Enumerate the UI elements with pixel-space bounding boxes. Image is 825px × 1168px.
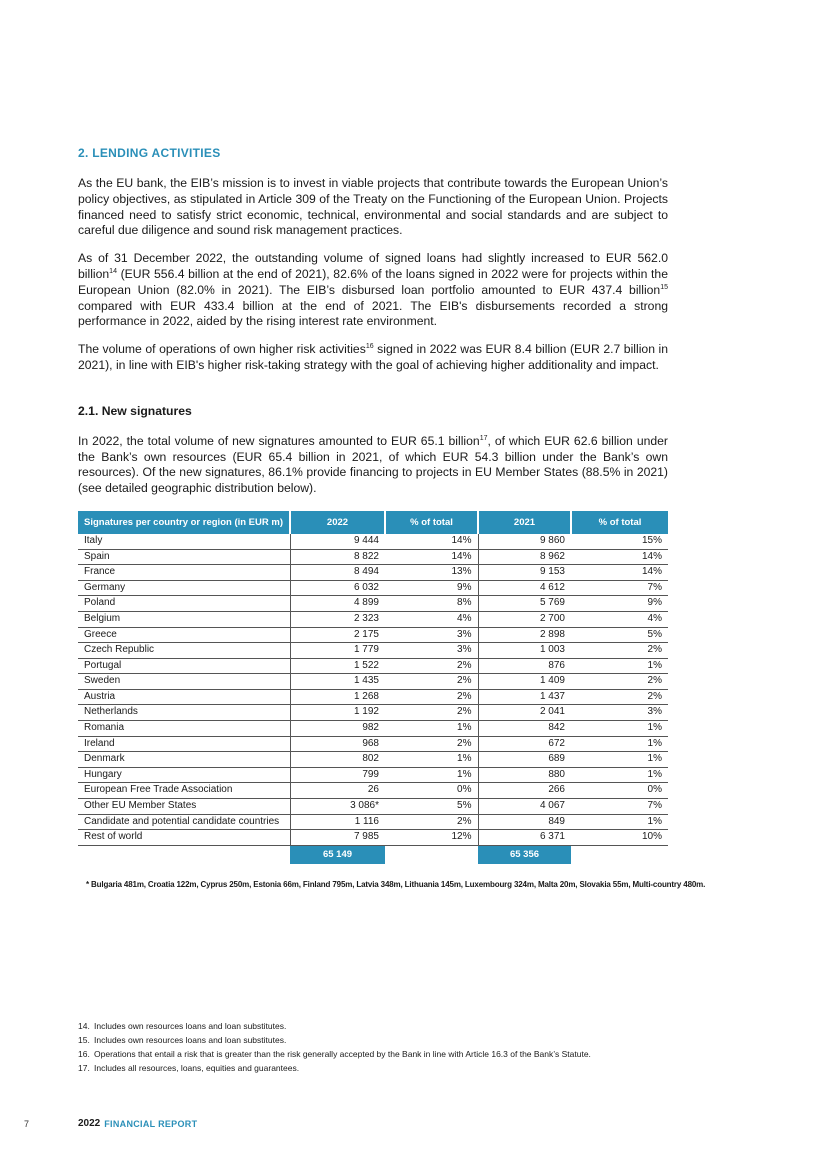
cell-pct-2021: 14% xyxy=(571,549,668,565)
cell-pct-2022: 2% xyxy=(385,658,478,674)
cell-country: Austria xyxy=(78,689,290,705)
cell-pct-2021: 15% xyxy=(571,534,668,549)
paragraph-mission: As the EU bank, the EIB’s mission is to invest in viable projects that contribute towards the European Union’s policy objectives, as stipulated in Article 309 of the Treaty on the Functioning of the European Union. Projects financed need to satisfy strict economic, technical, environmental and social standards and are subject to careful due diligence and sound risk management practices. xyxy=(78,176,668,238)
cell-pct-2022: 5% xyxy=(385,799,478,815)
footnote-text: Includes own resources loans and loan substitutes. xyxy=(94,1021,287,1031)
footnote-ref-15[interactable]: 15 xyxy=(660,283,668,291)
cell-pct-2022: 1% xyxy=(385,752,478,768)
footnote-number: 14. xyxy=(78,1021,90,1031)
footnote-ref-14[interactable]: 14 xyxy=(109,267,117,275)
page-footer xyxy=(24,1118,197,1129)
footnote-item xyxy=(78,1019,678,1033)
cell-pct-2022: 2% xyxy=(385,705,478,721)
cell-pct-2022: 2% xyxy=(385,736,478,752)
header-2022: 2022 xyxy=(290,511,385,534)
footnote-ref-16[interactable]: 16 xyxy=(365,343,374,351)
cell-2022: 8 822 xyxy=(290,549,385,565)
header-pct-2021: % of total xyxy=(571,511,668,534)
cell-2022: 1 435 xyxy=(290,674,385,690)
footnote-number: 17. xyxy=(78,1063,90,1073)
cell-pct-2022: 12% xyxy=(385,830,478,846)
cell-2022: 2 175 xyxy=(290,627,385,643)
cell-pct-2022: 4% xyxy=(385,611,478,627)
cell-country: Other EU Member States xyxy=(78,799,290,815)
cell-2022: 1 192 xyxy=(290,705,385,721)
footnote-item xyxy=(78,1033,678,1047)
cell-pct-2021: 9% xyxy=(571,596,668,612)
cell-pct-2021: 0% xyxy=(571,783,668,799)
cell-country: France xyxy=(78,565,290,581)
table-total-row xyxy=(78,845,668,864)
table-row xyxy=(78,565,668,581)
table-row xyxy=(78,752,668,768)
cell-country: Czech Republic xyxy=(78,643,290,659)
cell-2022: 3 086* xyxy=(290,799,385,815)
cell-pct-2022: 2% xyxy=(385,814,478,830)
cell-2022: 802 xyxy=(290,752,385,768)
cell-country: Denmark xyxy=(78,752,290,768)
cell-2021: 266 xyxy=(478,783,571,799)
report-year: 2022 xyxy=(78,1118,101,1129)
table-row xyxy=(78,736,668,752)
cell-2021: 672 xyxy=(478,736,571,752)
footnote-text: Includes own resources loans and loan substitutes. xyxy=(94,1035,287,1045)
cell-pct-2021: 7% xyxy=(571,799,668,815)
cell-pct-2021: 1% xyxy=(571,658,668,674)
cell-2022: 1 116 xyxy=(290,814,385,830)
cell-pct-2021: 1% xyxy=(571,736,668,752)
table-row xyxy=(78,799,668,815)
cell-country: Greece xyxy=(78,627,290,643)
total-2021: 65 356 xyxy=(478,845,571,864)
cell-country: Portugal xyxy=(78,658,290,674)
paragraph-higher-risk: The volume of operations of own higher risk activities$^{16}$ signed in 2022 was EUR 8.4 billion (EUR 2.7 billion in 2021), in line with EIB's higher risk-taking strategy with the goal of achieving higher additionality and impact. xyxy=(78,342,669,372)
cell-2022: 1 522 xyxy=(290,658,385,674)
table-row xyxy=(78,596,668,612)
cell-country: Germany xyxy=(78,580,290,596)
table-row xyxy=(78,549,668,565)
cell-pct-2021: 14% xyxy=(571,565,668,581)
paragraph-new-signatures: In 2022, the total volume of new signatures amounted to EUR 65.1 billion$^{17}$, of which EUR 62.6 billion under the Bank’s own resources (EUR 65.4 billion in 2021, of which EUR 54.3 billion under the Bank’s own resources). Of the new signatures, 86.1% provide financing to projects in EU Member States (88.5% in 2021) (see detailed geographic distribution below). xyxy=(78,433,668,496)
table-row xyxy=(78,705,668,721)
page-number: 7 xyxy=(24,1118,30,1129)
total-2022: 65 149 xyxy=(290,845,385,864)
header-pct-2022: % of total xyxy=(385,511,478,534)
cell-2021: 849 xyxy=(478,814,571,830)
footnote-text: Operations that entail a risk that is greater than the risk generally accepted by the Bank in line with Article 16.3 of the Bank’s Statute. xyxy=(94,1049,591,1059)
table-header-row xyxy=(78,511,668,534)
footnote-number: 16. xyxy=(78,1049,90,1059)
table-row xyxy=(78,830,668,846)
cell-2022: 8 494 xyxy=(290,565,385,581)
cell-country: Romania xyxy=(78,721,290,737)
footnotes xyxy=(78,1019,678,1075)
cell-2021: 876 xyxy=(478,658,571,674)
paragraph-outstanding-loans: As of 31 December 2022, the outstanding volume of signed loans had slightly increased to EUR 562.0 billion$^{14}$ (EUR 556.4 billion at the end of 2021), 82.6% of the loans signed in 2022 were for projects within the European Union (82.0% in 2021). The EIB’s disbursed loan portfolio amounted to EUR 437.4 billion$^{15}$ compared with EUR 433.4 billion at the end of 2021. The EIB's disbursements recorded a strong performance in 2022, aided by the rising interest rate environment. xyxy=(78,251,668,329)
cell-2022: 9 444 xyxy=(290,534,385,549)
cell-2021: 689 xyxy=(478,752,571,768)
cell-2021: 9 860 xyxy=(478,534,571,549)
cell-pct-2021: 3% xyxy=(571,705,668,721)
signatures-table xyxy=(78,511,668,864)
cell-pct-2022: 0% xyxy=(385,783,478,799)
table-row xyxy=(78,674,668,690)
section-heading xyxy=(78,146,668,160)
cell-2022: 968 xyxy=(290,736,385,752)
cell-pct-2021: 1% xyxy=(571,721,668,737)
header-country: Signatures per country or region (in EUR m) xyxy=(78,511,290,534)
cell-pct-2022: 3% xyxy=(385,627,478,643)
table-row xyxy=(78,534,668,549)
footnote-item xyxy=(78,1061,678,1075)
cell-2021: 8 962 xyxy=(478,549,571,565)
cell-pct-2022: 14% xyxy=(385,534,478,549)
cell-country: Rest of world xyxy=(78,830,290,846)
cell-2021: 4 067 xyxy=(478,799,571,815)
table-row xyxy=(78,627,668,643)
table-row xyxy=(78,721,668,737)
cell-2021: 2 898 xyxy=(478,627,571,643)
cell-2021: 2 041 xyxy=(478,705,571,721)
cell-2022: 1 779 xyxy=(290,643,385,659)
cell-pct-2022: 14% xyxy=(385,549,478,565)
table-row xyxy=(78,643,668,659)
table-note: * Bulgaria 481m, Croatia 122m, Cyprus 250m, Estonia 66m, Finland 795m, Latvia 348m, Lithuania 145m, Luxembourg 324m, Malta 20m, Slovakia 55m, Multi-country 480m. xyxy=(86,879,706,889)
table-body xyxy=(78,534,668,845)
cell-country: Spain xyxy=(78,549,290,565)
cell-pct-2022: 2% xyxy=(385,674,478,690)
cell-2022: 4 899 xyxy=(290,596,385,612)
cell-2021: 1 003 xyxy=(478,643,571,659)
table-row xyxy=(78,611,668,627)
cell-pct-2021: 10% xyxy=(571,830,668,846)
cell-2021: 6 371 xyxy=(478,830,571,846)
cell-pct-2021: 1% xyxy=(571,767,668,783)
cell-country: Netherlands xyxy=(78,705,290,721)
cell-pct-2021: 1% xyxy=(571,814,668,830)
footnote-ref-17[interactable]: 17 xyxy=(479,434,488,442)
table-row xyxy=(78,783,668,799)
cell-country: Poland xyxy=(78,596,290,612)
cell-country: European Free Trade Association xyxy=(78,783,290,799)
section-number: 2. xyxy=(78,146,89,160)
cell-pct-2022: 1% xyxy=(385,721,478,737)
report-title: FINANCIAL REPORT xyxy=(104,1118,198,1129)
table-row xyxy=(78,658,668,674)
cell-2022: 6 032 xyxy=(290,580,385,596)
footnote-number: 15. xyxy=(78,1035,90,1045)
cell-2022: 7 985 xyxy=(290,830,385,846)
table-row xyxy=(78,814,668,830)
cell-country: Sweden xyxy=(78,674,290,690)
cell-pct-2022: 2% xyxy=(385,689,478,705)
cell-2022: 26 xyxy=(290,783,385,799)
section-title: LENDING ACTIVITIES xyxy=(92,146,221,160)
cell-2022: 1 268 xyxy=(290,689,385,705)
cell-2021: 1 409 xyxy=(478,674,571,690)
cell-pct-2021: 4% xyxy=(571,611,668,627)
table-row xyxy=(78,689,668,705)
cell-2021: 2 700 xyxy=(478,611,571,627)
cell-pct-2021: 2% xyxy=(571,643,668,659)
cell-2022: 799 xyxy=(290,767,385,783)
subsection-heading: 2.1. New signatures xyxy=(78,403,192,418)
main-content xyxy=(78,146,706,889)
cell-2021: 842 xyxy=(478,721,571,737)
cell-2022: 982 xyxy=(290,721,385,737)
cell-2021: 4 612 xyxy=(478,580,571,596)
cell-country: Italy xyxy=(78,534,290,549)
cell-pct-2021: 2% xyxy=(571,674,668,690)
cell-pct-2022: 13% xyxy=(385,565,478,581)
cell-pct-2022: 1% xyxy=(385,767,478,783)
cell-country: Ireland xyxy=(78,736,290,752)
cell-pct-2022: 8% xyxy=(385,596,478,612)
table-row xyxy=(78,580,668,596)
cell-pct-2021: 1% xyxy=(571,752,668,768)
cell-pct-2022: 3% xyxy=(385,643,478,659)
footnote-item xyxy=(78,1047,678,1061)
cell-2021: 9 153 xyxy=(478,565,571,581)
header-2021: 2021 xyxy=(478,511,571,534)
cell-pct-2021: 5% xyxy=(571,627,668,643)
cell-2021: 1 437 xyxy=(478,689,571,705)
cell-pct-2021: 7% xyxy=(571,580,668,596)
cell-2021: 880 xyxy=(478,767,571,783)
cell-2021: 5 769 xyxy=(478,596,571,612)
cell-country: Hungary xyxy=(78,767,290,783)
table-row xyxy=(78,767,668,783)
cell-pct-2021: 2% xyxy=(571,689,668,705)
cell-country: Belgium xyxy=(78,611,290,627)
cell-2022: 2 323 xyxy=(290,611,385,627)
cell-country: Candidate and potential candidate countries xyxy=(78,814,290,830)
cell-pct-2022: 9% xyxy=(385,580,478,596)
footnote-text: Includes all resources, loans, equities and guarantees. xyxy=(94,1063,300,1073)
